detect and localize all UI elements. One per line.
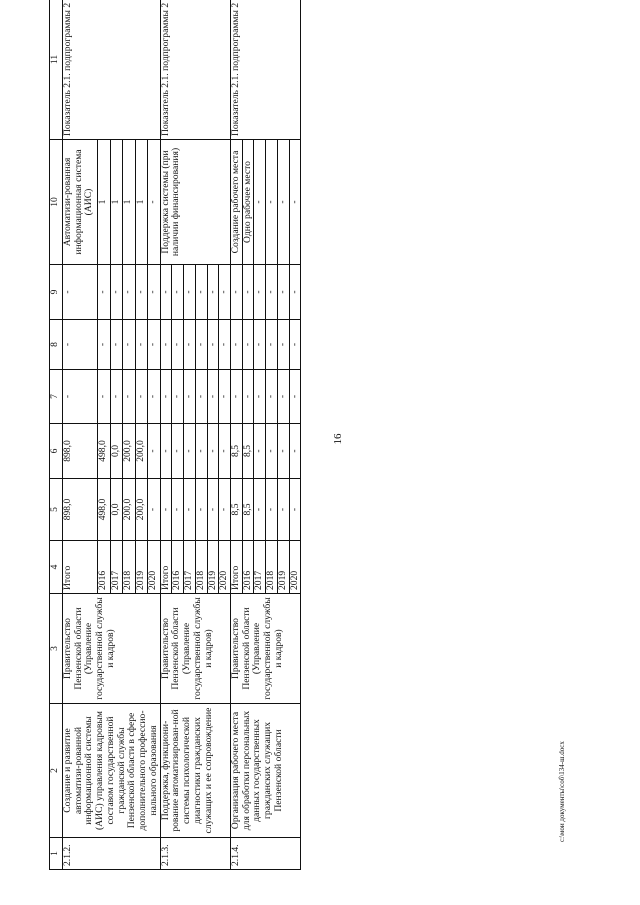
indicator-cell: Показатель 2.1. подпрограммы 2 — [160, 0, 230, 140]
header-row — [50, 0, 63, 870]
year-cell: 2018 — [195, 541, 207, 594]
value-cell: - — [172, 479, 184, 541]
value-cell: - — [266, 265, 278, 320]
executor: Правительство Пензенской области (Управление государственной службы и кадров) — [63, 594, 161, 704]
value-cell: - — [148, 265, 161, 320]
header-cell: 11 — [50, 0, 63, 140]
value-cell: - — [231, 265, 243, 320]
value-cell: - — [242, 265, 254, 320]
value-cell: - — [207, 370, 219, 424]
activity-name: Поддержка, функциони-рование автоматизирован-ной системы психологической диагностики гражданских служащих и ее сопровождение — [160, 704, 230, 838]
indicator-cell: Показатель 2.1. подпрограммы 2 — [63, 0, 161, 140]
value-cell: - — [231, 320, 243, 370]
value-cell: - — [98, 370, 110, 424]
value-cell: - — [63, 265, 98, 320]
result-cell: - — [277, 140, 289, 265]
year-cell: 2019 — [277, 541, 289, 594]
table-row — [160, 0, 172, 870]
header-cell: 4 — [50, 541, 63, 594]
value-cell: - — [172, 320, 184, 370]
result-cell: 1 — [98, 140, 110, 265]
activity-number: 2.1.3. — [160, 838, 230, 870]
activity-number: 2.1.4. — [231, 838, 301, 870]
value-cell: - — [160, 320, 172, 370]
result-cell: - — [289, 140, 301, 265]
value-cell: - — [98, 265, 110, 320]
value-cell: - — [110, 265, 122, 320]
value-cell: - — [184, 265, 196, 320]
rotated-table-container — [49, 2, 581, 870]
header-cell: 8 — [50, 320, 63, 370]
year-cell: Итого — [160, 541, 172, 594]
value-cell: - — [184, 424, 196, 479]
value-cell: - — [195, 479, 207, 541]
result-cell: 1 — [135, 140, 147, 265]
year-cell: 2019 — [207, 541, 219, 594]
year-cell: 2017 — [254, 541, 266, 594]
value-cell: - — [195, 370, 207, 424]
value-cell: - — [219, 479, 231, 541]
value-cell: - — [160, 479, 172, 541]
header-cell: 5 — [50, 479, 63, 541]
value-cell: - — [135, 265, 147, 320]
year-cell: 2019 — [135, 541, 147, 594]
value-cell: - — [148, 320, 161, 370]
value-cell: - — [254, 370, 266, 424]
value-cell: - — [148, 479, 161, 541]
value-cell: 498,0 — [98, 424, 110, 479]
value-cell: - — [207, 424, 219, 479]
value-cell: - — [277, 424, 289, 479]
value-cell: - — [123, 320, 135, 370]
value-cell: - — [123, 370, 135, 424]
value-cell: - — [160, 265, 172, 320]
value-cell: - — [254, 479, 266, 541]
value-cell: - — [219, 265, 231, 320]
value-cell: - — [160, 424, 172, 479]
value-cell: - — [123, 265, 135, 320]
value-cell: - — [266, 479, 278, 541]
executor: Правительство Пензенской области (Управление государственной службы и кадров) — [231, 594, 301, 704]
year-cell: 2020 — [289, 541, 301, 594]
value-cell: - — [98, 320, 110, 370]
program-activities-table — [49, 0, 301, 870]
result-cell: - — [266, 140, 278, 265]
value-cell: - — [219, 320, 231, 370]
value-cell: - — [266, 370, 278, 424]
executor: Правительство Пензенской области (Управление государственной службы и кадров) — [160, 594, 230, 704]
table-body — [50, 0, 301, 870]
value-cell: - — [289, 479, 301, 541]
value-cell: - — [289, 424, 301, 479]
value-cell: - — [110, 320, 122, 370]
page-number: 16 — [332, 433, 344, 445]
value-cell: - — [207, 265, 219, 320]
value-cell: - — [254, 424, 266, 479]
value-cell: - — [289, 320, 301, 370]
value-cell: - — [63, 320, 98, 370]
value-cell: - — [195, 424, 207, 479]
header-cell: 10 — [50, 140, 63, 265]
result-cell: Автоматизи-рованная информационная система (АИС) — [63, 140, 98, 265]
value-cell: 0,0 — [110, 479, 122, 541]
header-cell: 7 — [50, 370, 63, 424]
value-cell: - — [277, 370, 289, 424]
value-cell: - — [266, 424, 278, 479]
value-cell: - — [195, 320, 207, 370]
result-cell: - — [254, 140, 266, 265]
result-cell: 1 — [110, 140, 122, 265]
result-cell: Одно рабочее место — [242, 140, 254, 265]
value-cell: - — [207, 320, 219, 370]
value-cell: - — [242, 370, 254, 424]
value-cell: - — [277, 320, 289, 370]
value-cell: 8,5 — [242, 479, 254, 541]
value-cell: - — [172, 370, 184, 424]
result-cell: Создание рабочего места — [231, 140, 243, 265]
value-cell: 200,0 — [135, 479, 147, 541]
header-cell: 2 — [50, 704, 63, 838]
value-cell: 0,0 — [110, 424, 122, 479]
value-cell: 8,5 — [231, 424, 243, 479]
value-cell: - — [195, 265, 207, 320]
value-cell: 200,0 — [135, 424, 147, 479]
value-cell: - — [254, 320, 266, 370]
value-cell: - — [277, 265, 289, 320]
year-cell: 2020 — [148, 541, 161, 594]
footer-file-path: c:\мои документы\соб\134-ш.docx — [558, 741, 566, 842]
value-cell: 898,0 — [63, 479, 98, 541]
header-cell: 3 — [50, 594, 63, 704]
header-cell: 9 — [50, 265, 63, 320]
year-cell: 2020 — [219, 541, 231, 594]
value-cell: - — [231, 370, 243, 424]
value-cell: - — [219, 370, 231, 424]
value-cell: 200,0 — [123, 424, 135, 479]
year-cell: Итого — [63, 541, 98, 594]
value-cell: - — [219, 424, 231, 479]
table-row — [63, 0, 98, 870]
value-cell: - — [207, 479, 219, 541]
value-cell: - — [289, 370, 301, 424]
value-cell: - — [289, 265, 301, 320]
year-cell: 2018 — [266, 541, 278, 594]
value-cell: - — [184, 479, 196, 541]
year-cell: 2016 — [172, 541, 184, 594]
value-cell: - — [160, 370, 172, 424]
value-cell: - — [277, 479, 289, 541]
table-row — [231, 0, 243, 870]
value-cell: - — [135, 370, 147, 424]
header-cell: 1 — [50, 838, 63, 870]
activity-number: 2.1.2. — [63, 838, 161, 870]
activity-name: Создание и развитие автоматизи-рованной информационной системы (АИС) управления кадровым составом государственной гражданской службы Пензенской области в сфере дополнительного профессио-нального образования — [63, 704, 161, 838]
result-cell: - — [148, 140, 161, 265]
indicator-cell: Показатель 2.1. подпрограммы 2 — [231, 0, 301, 140]
value-cell: - — [135, 320, 147, 370]
year-cell: 2017 — [184, 541, 196, 594]
value-cell: - — [148, 424, 161, 479]
year-cell: 2018 — [123, 541, 135, 594]
value-cell: 8,5 — [242, 424, 254, 479]
year-cell: 2016 — [98, 541, 110, 594]
value-cell: - — [63, 370, 98, 424]
header-cell: 6 — [50, 424, 63, 479]
year-cell: 2016 — [242, 541, 254, 594]
activity-name: Организация рабочего места для обработки персональных данных государственных гражданских служащих Пензенской области — [231, 704, 301, 838]
value-cell: - — [184, 320, 196, 370]
year-cell: 2017 — [110, 541, 122, 594]
result-cell: 1 — [123, 140, 135, 265]
value-cell: - — [172, 424, 184, 479]
value-cell: - — [172, 265, 184, 320]
value-cell: 200,0 — [123, 479, 135, 541]
value-cell: 498,0 — [98, 479, 110, 541]
year-cell: Итого — [231, 541, 243, 594]
value-cell: - — [110, 370, 122, 424]
value-cell: - — [242, 320, 254, 370]
value-cell: 8,5 — [231, 479, 243, 541]
value-cell: - — [184, 370, 196, 424]
value-cell: - — [254, 265, 266, 320]
value-cell: 898,0 — [63, 424, 98, 479]
result-cell: Поддержка системы (при наличии финансирования) — [160, 140, 230, 265]
value-cell: - — [148, 370, 161, 424]
value-cell: - — [266, 320, 278, 370]
